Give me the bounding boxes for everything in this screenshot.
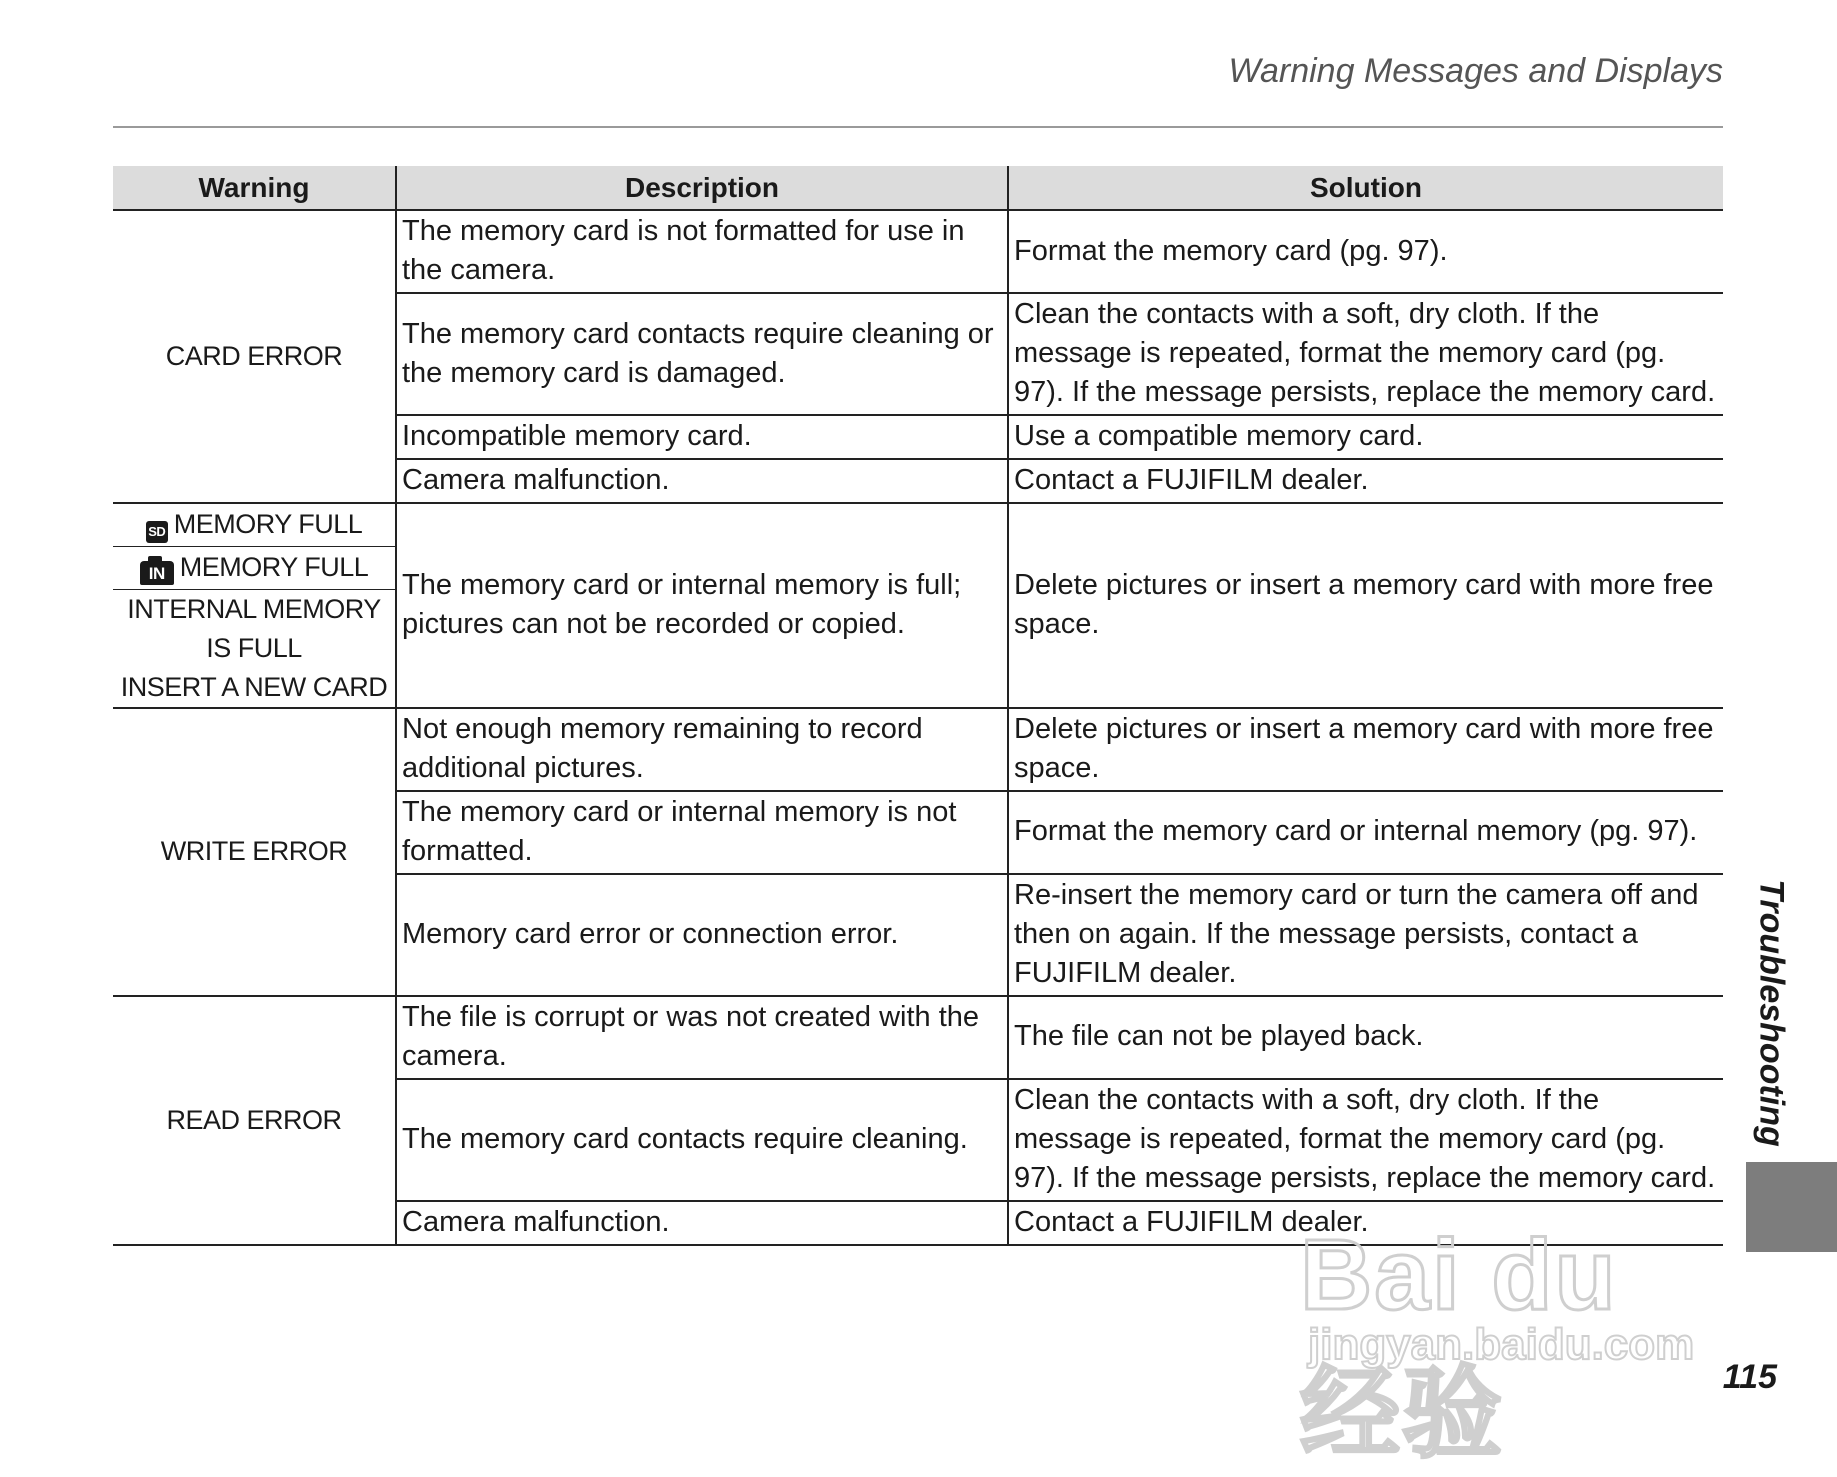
table-row: [113, 708, 1723, 791]
description-cell: The memory card or internal memory is not formatted.: [396, 791, 1008, 874]
watermark-logo: Bai du 经验: [1300, 1219, 1618, 1470]
description-cell: The file is corrupt or was not created with the camera.: [396, 996, 1008, 1079]
solution-cell: Format the memory card (pg. 97).: [1008, 210, 1723, 293]
description-cell: The memory card contacts require cleaning.: [396, 1079, 1008, 1201]
description-cell: Not enough memory remaining to record additional pictures.: [396, 708, 1008, 791]
description-cell: Camera malfunction.: [396, 459, 1008, 503]
table-row: [113, 503, 1723, 546]
internal-memory-icon: IN: [140, 561, 174, 585]
solution-cell: The file can not be played back.: [1008, 996, 1723, 1079]
warning-internal-memory-full: [113, 546, 396, 589]
column-header-description: Description: [396, 166, 1008, 210]
description-cell: The memory card contacts require cleaning or the memory card is damaged.: [396, 293, 1008, 415]
solution-cell: Contact a FUJIFILM dealer.: [1008, 1201, 1723, 1245]
watermark-url: jingyan.baidu.com: [1308, 1320, 1695, 1369]
warning-card-error: CARD ERROR: [113, 210, 396, 503]
solution-cell: Delete pictures or insert a memory card with more free space.: [1008, 503, 1723, 708]
column-header-solution: Solution: [1008, 166, 1723, 210]
solution-cell: Contact a FUJIFILM dealer.: [1008, 459, 1723, 503]
column-header-warning: Warning: [113, 166, 396, 210]
solution-cell: Delete pictures or insert a memory card with more free space.: [1008, 708, 1723, 791]
description-cell: Camera malfunction.: [396, 1201, 1008, 1245]
table-header-row: [113, 166, 1723, 210]
description-cell: The memory card is not formatted for use in the camera.: [396, 210, 1008, 293]
header-rule: [113, 126, 1723, 128]
solution-cell: Clean the contacts with a soft, dry cloth. If the message is repeated, format the memory card (pg. 97). If the message persists, replace the memory card.: [1008, 1079, 1723, 1201]
page-number: 115: [1722, 1358, 1777, 1396]
description-cell: Incompatible memory card.: [396, 415, 1008, 459]
solution-cell: Clean the contacts with a soft, dry cloth. If the message is repeated, format the memory card (pg. 97). If the message persists, replace the memory card.: [1008, 293, 1723, 415]
warning-read-error: READ ERROR: [113, 996, 396, 1245]
warning-label-line: INSERT A NEW CARD: [120, 671, 388, 702]
section-tab-marker: [1746, 1162, 1837, 1252]
warning-label-line: INTERNAL MEMORY IS FULL: [127, 593, 381, 663]
watermark: [1300, 1180, 1730, 1470]
solution-cell: Format the memory card or internal memory (pg. 97).: [1008, 791, 1723, 874]
warning-label: MEMORY FULL: [173, 509, 363, 540]
running-head: Warning Messages and Displays: [1228, 52, 1723, 90]
solution-cell: Use a compatible memory card.: [1008, 415, 1723, 459]
table-row: [113, 210, 1723, 293]
warning-table: [113, 166, 1723, 1246]
warning-write-error: WRITE ERROR: [113, 708, 396, 996]
warning-internal-memory-is-full: [113, 589, 396, 708]
sd-card-icon: SD: [146, 521, 168, 543]
section-tab-label: Troubleshooting: [1752, 879, 1791, 1147]
description-cell: The memory card or internal memory is full; pictures can not be recorded or copied.: [396, 503, 1008, 708]
warning-label: MEMORY FULL: [179, 552, 369, 582]
table-row: [113, 996, 1723, 1079]
warning-sd-memory-full: [113, 503, 396, 546]
solution-cell: Re-insert the memory card or turn the camera off and then on again. If the message persists, contact a FUJIFILM dealer.: [1008, 874, 1723, 996]
description-cell: Memory card error or connection error.: [396, 874, 1008, 996]
